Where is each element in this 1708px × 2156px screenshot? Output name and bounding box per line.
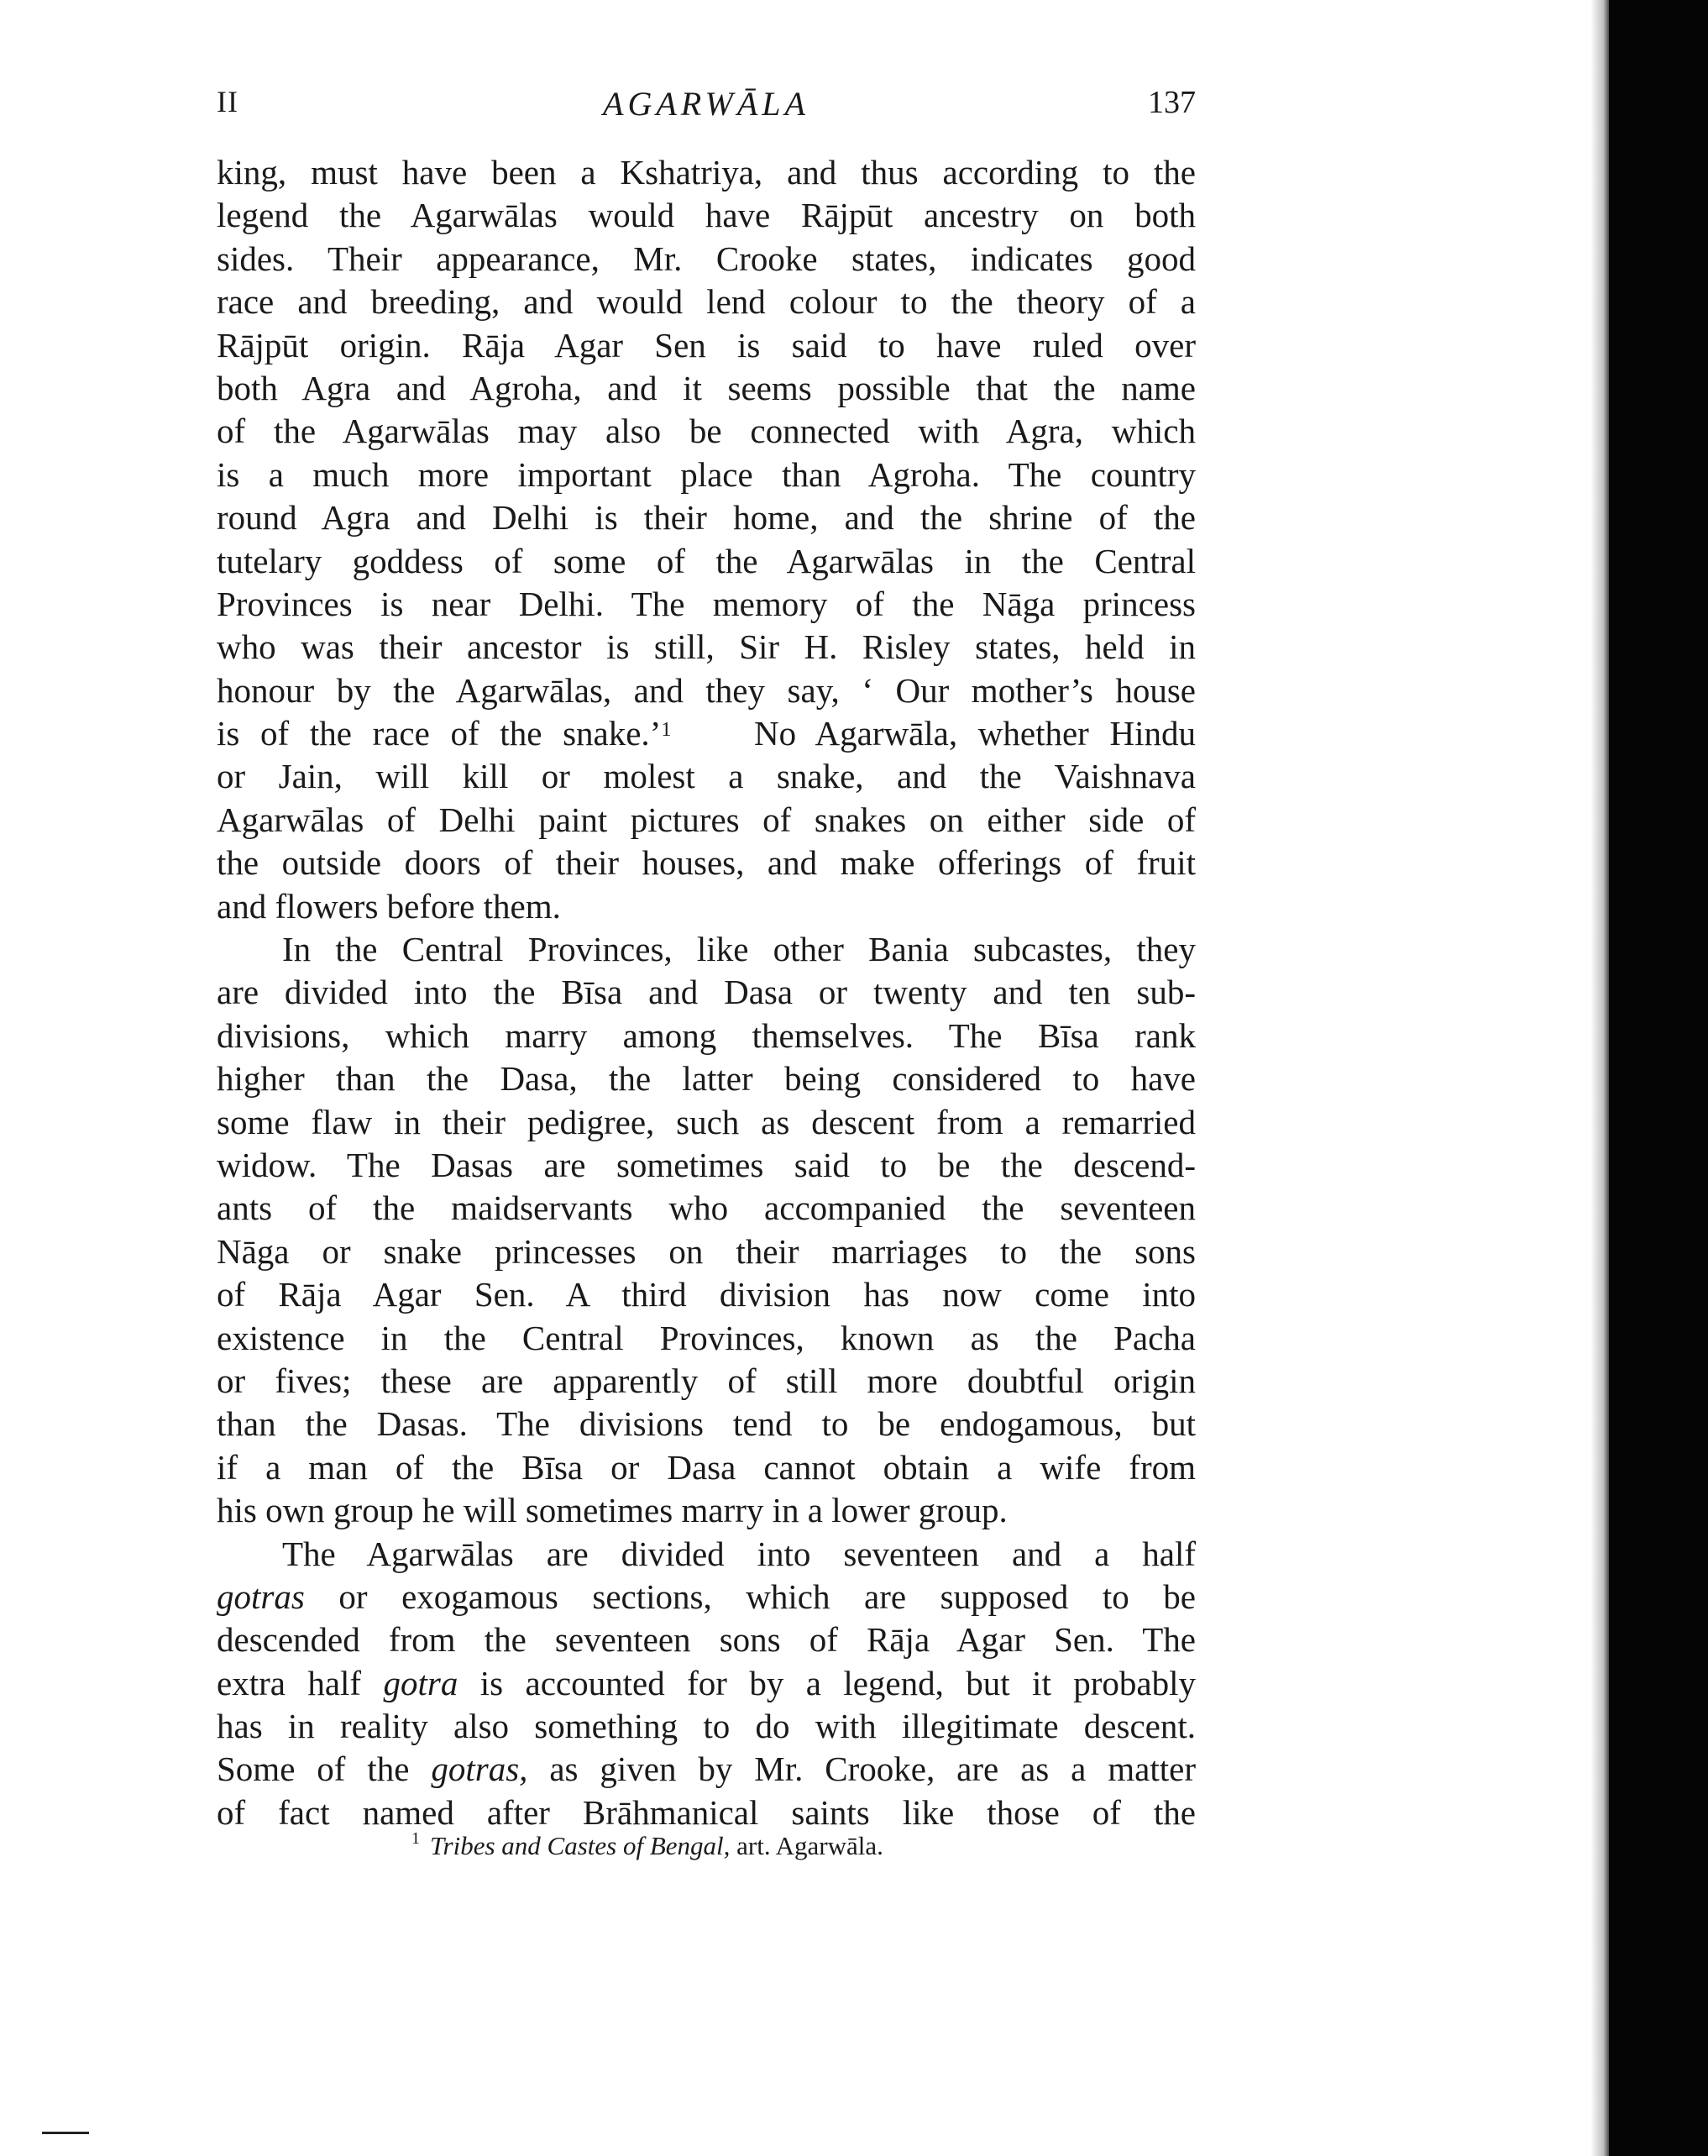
- page-edge-shadow: [1590, 0, 1609, 2156]
- text-line: if a man of the Bīsa or Dasa cannot obtain a wife from: [217, 1447, 1196, 1487]
- text-line: divisions, which marry among themselves. The Bīsa rank: [217, 1015, 1196, 1055]
- text-line: who was their ancestor is still, Sir H. Risley states, held in: [217, 627, 1196, 667]
- text-line: of fact named after Brāhmanical saints like those of the: [217, 1792, 1196, 1832]
- footnote-marker: 1: [411, 1829, 420, 1848]
- text-line: honour by the Agarwālas, and they say, ‘ Our mother’s house: [217, 670, 1196, 710]
- running-header: [217, 84, 1196, 126]
- footnote: [411, 1831, 883, 1861]
- text-line: [217, 1748, 1196, 1791]
- text-segment: is accounted for by a legend, but it probably: [479, 1663, 1196, 1702]
- italic-term: gotras: [217, 1576, 305, 1616]
- italic-term: gotras,: [431, 1749, 528, 1789]
- body-text: [217, 151, 1196, 1834]
- text-line: legend the Agarwālas would have Rājpūt ancestry on both: [217, 196, 1196, 235]
- text-line: widow. The Dasas are sometimes said to be the descend-: [217, 1145, 1196, 1184]
- text-segment: is of the race of the snake.’: [217, 714, 662, 753]
- text-line: or Jain, will kill or molest a snake, and the Vaishnava: [217, 757, 1196, 796]
- scan-corner-mark: [42, 2132, 89, 2134]
- text-segment: or exogamous sections, which are supposed to be: [338, 1576, 1196, 1616]
- footnote-source-title: Tribes and Castes of Bengal,: [430, 1831, 731, 1860]
- text-line: his own group he will sometimes marry in a lower group.: [217, 1491, 1008, 1530]
- page-number: 137: [1148, 85, 1196, 120]
- text-line: Agarwālas of Delhi paint pictures of snakes on either side of: [217, 800, 1196, 839]
- footnote-text: art. Agarwāla.: [736, 1831, 883, 1860]
- text-segment: as given by Mr. Crooke, are as a matter: [549, 1749, 1196, 1789]
- page-edge: [1609, 0, 1708, 2156]
- text-line: Rājpūt origin. Rāja Agar Sen is said to have ruled over: [217, 325, 1196, 365]
- text-line: round Agra and Delhi is their home, and the shrine of the: [217, 498, 1196, 538]
- text-segment: Some of the: [217, 1749, 410, 1789]
- text-line: [217, 712, 1196, 755]
- text-line: The Agarwālas are divided into seventeen and a half: [282, 1534, 1196, 1573]
- text-line: king, must have been a Kshatriya, and thus according to the: [217, 153, 1196, 191]
- text-line: than the Dasas. The divisions tend to be endogamous, but: [217, 1404, 1196, 1444]
- text-line: has in reality also something to do with illegitimate descent.: [217, 1707, 1196, 1746]
- text-line: [217, 1662, 1196, 1705]
- text-line: descended from the seventeen sons of Rāja Agar Sen. The: [217, 1620, 1196, 1660]
- text-line: both Agra and Agroha, and it seems possible that the name: [217, 368, 1196, 407]
- text-line: some flaw in their pedigree, such as descent from a remarried: [217, 1102, 1196, 1141]
- text-line: Nāga or snake princesses on their marriages to the sons: [217, 1231, 1196, 1271]
- text-line: sides. Their appearance, Mr. Crooke states, indicates good: [217, 239, 1196, 278]
- text-line: or fives; these are apparently of still more doubtful origin: [217, 1361, 1196, 1400]
- text-line: ants of the maidservants who accompanied the seventeen: [217, 1188, 1196, 1228]
- italic-term: gotra: [383, 1663, 458, 1702]
- text-line: existence in the Central Provinces, known as the Pacha: [217, 1318, 1196, 1357]
- text-line: of the Agarwālas may also be connected with Agra, which: [217, 412, 1196, 451]
- text-line: and flowers before them.: [217, 886, 561, 926]
- text-line: tutelary goddess of some of the Agarwālas in the Central: [217, 541, 1196, 580]
- text-line: race and breeding, and would lend colour to the theory of a: [217, 282, 1196, 322]
- text-line: the outside doors of their houses, and make offerings of fruit: [217, 843, 1196, 883]
- text-line: [217, 1576, 1196, 1618]
- text-line: are divided into the Bīsa and Dasa or twenty and ten sub-: [217, 973, 1196, 1012]
- text-line: of Rāja Agar Sen. A third division has now come into: [217, 1275, 1196, 1314]
- running-title: AGARWĀLA: [603, 85, 809, 123]
- text-line: Provinces is near Delhi. The memory of the Nāga princess: [217, 584, 1196, 623]
- chapter-number: II: [217, 85, 238, 118]
- footnote-reference: 1: [661, 719, 672, 742]
- text-line: In the Central Provinces, like other Bania subcastes, they: [282, 930, 1196, 969]
- text-segment: extra half: [217, 1663, 362, 1702]
- text-segment: No Agarwāla, whether Hindu: [754, 714, 1196, 753]
- text-line: is a much more important place than Agroha. The country: [217, 454, 1196, 494]
- text-line: higher than the Dasa, the latter being considered to have: [217, 1059, 1196, 1099]
